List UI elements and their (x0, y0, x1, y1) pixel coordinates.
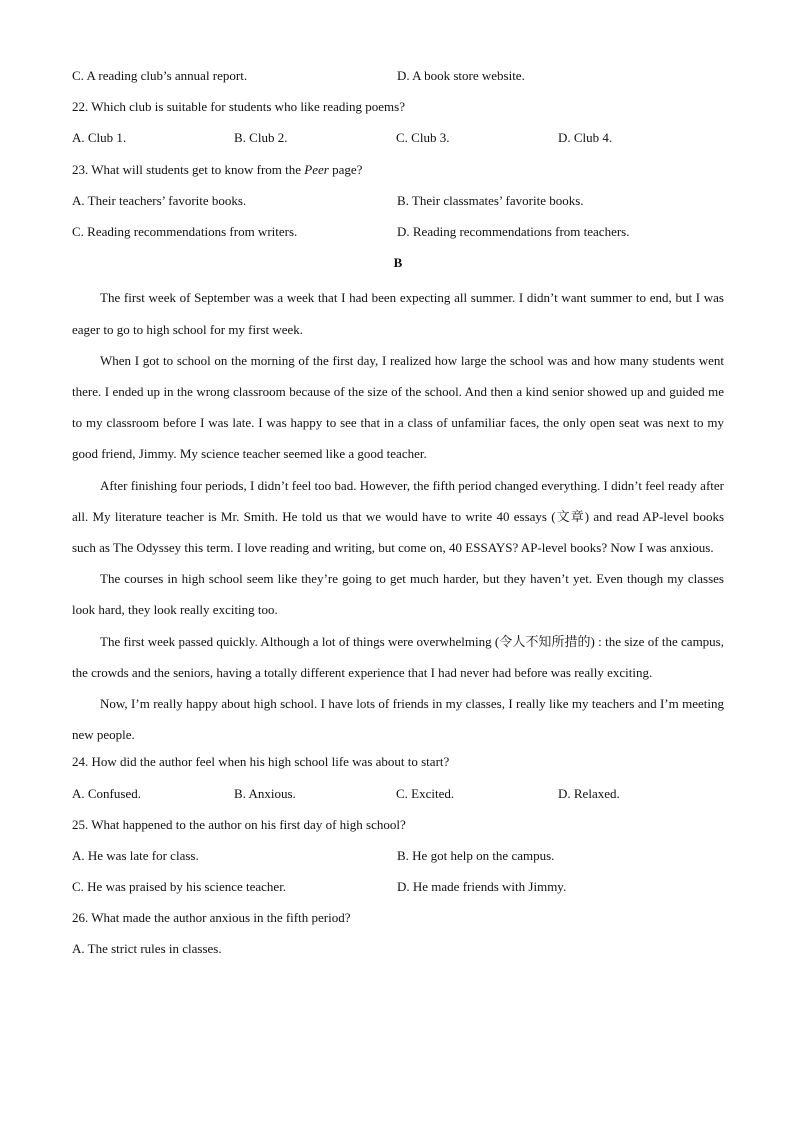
q24-option-a[interactable]: A. Confused. (72, 785, 141, 801)
q22-option-d[interactable]: D. Club 4. (558, 130, 613, 146)
passage-paragraph-6: Now, I’m really happy about high school. I have lots of friends in my classes, I really like my teachers and I’m meeting new people. (72, 695, 724, 743)
q23-stem-end: page? (328, 161, 363, 177)
q25-stem: 25. What happened to the author on his first day of high school? (72, 816, 406, 832)
q24-option-d[interactable]: D. Relaxed. (558, 785, 620, 801)
q23-stem-start: 23. What will students get to know from the (72, 161, 305, 177)
q26-option-a[interactable]: A. The strict rules in classes. (72, 941, 222, 957)
q25-option-a[interactable]: A. He was late for class. (72, 847, 199, 863)
q23-options-row-1 (72, 189, 724, 220)
q22-stem: 22. Which club is suitable for students who like reading poems? (72, 99, 405, 115)
q24-options-row (72, 782, 724, 813)
q22-option-a[interactable]: A. Club 1. (72, 130, 127, 146)
q24-option-c[interactable]: C. Excited. (396, 785, 455, 801)
q26-stem: 26. What made the author anxious in the fifth period? (72, 910, 351, 926)
q25-option-d[interactable]: D. He made friends with Jimmy. (397, 879, 567, 895)
passage-paragraph-3: After finishing four periods, I didn’t feel too bad. However, the fifth period changed everything. I didn’t feel ready after all. My literature teacher is Mr. Smith. He told us that we would have to write 40 essays (文章) and read AP-level books such as The Odyssey this term. I love reading and writing, but come on, 40 ESSAYS? AP-level books? Now I was anxious. (72, 477, 724, 555)
q23-options-row-2 (72, 220, 724, 251)
q21-option-d[interactable]: D. A book store website. (397, 68, 525, 83)
q23-option-c[interactable]: C. Reading recommendations from writers. (72, 223, 298, 239)
q25-options-row-2 (72, 875, 724, 906)
passage-paragraph-5: The first week passed quickly. Although a lot of things were overwhelming (令人不知所措的) : the size of the campus, the crowds and the seniors, having a totally different experience that I had never had before was really exciting. (72, 633, 724, 680)
q24-stem: 24. How did the author feel when his high school life was about to start? (72, 754, 450, 770)
q25-options-row-1 (72, 844, 724, 875)
q22-option-b[interactable]: B. Club 2. (234, 130, 288, 146)
q25-option-b[interactable]: B. He got help on the campus. (397, 847, 555, 863)
q21-option-c[interactable]: C. A reading club’s annual report. (72, 68, 248, 83)
section-heading: B (393, 255, 403, 271)
q23-option-b[interactable]: B. Their classmates’ favorite books. (397, 192, 584, 208)
q21-options-row (72, 64, 724, 95)
passage-paragraph-1: The first week of September was a week that I had been expecting all summer. I didn’t want summer to end, but I was eager to go to high school for my first week. (72, 290, 724, 337)
q24-option-b[interactable]: B. Anxious. (234, 785, 296, 801)
q25-option-c[interactable]: C. He was praised by his science teacher. (72, 879, 287, 895)
passage-paragraph-4: The courses in high school seem like they’re going to get much harder, but they haven’t yet. Even though my classes look hard, they look really exciting too. (72, 571, 724, 618)
q22-options-row (72, 126, 724, 157)
q23-stem (72, 158, 724, 189)
q22-option-c[interactable]: C. Club 3. (396, 130, 450, 146)
q23-option-a[interactable]: A. Their teachers’ favorite books. (72, 192, 247, 208)
q23-stem-italic: Peer (304, 161, 329, 177)
q23-option-d[interactable]: D. Reading recommendations from teachers. (397, 223, 630, 239)
exam-page (72, 64, 724, 969)
passage-paragraph-2: When I got to school on the morning of the first day, I realized how large the school was and how many students went there. I ended up in the wrong classroom because of the size of the school. And then a kind senior showed up and guided me to my classroom before I was late. I was happy to see that in a class of unfamiliar faces, the only open seat was next to my good friend, Jimmy. My science teacher seemed like a good teacher. (72, 352, 724, 462)
